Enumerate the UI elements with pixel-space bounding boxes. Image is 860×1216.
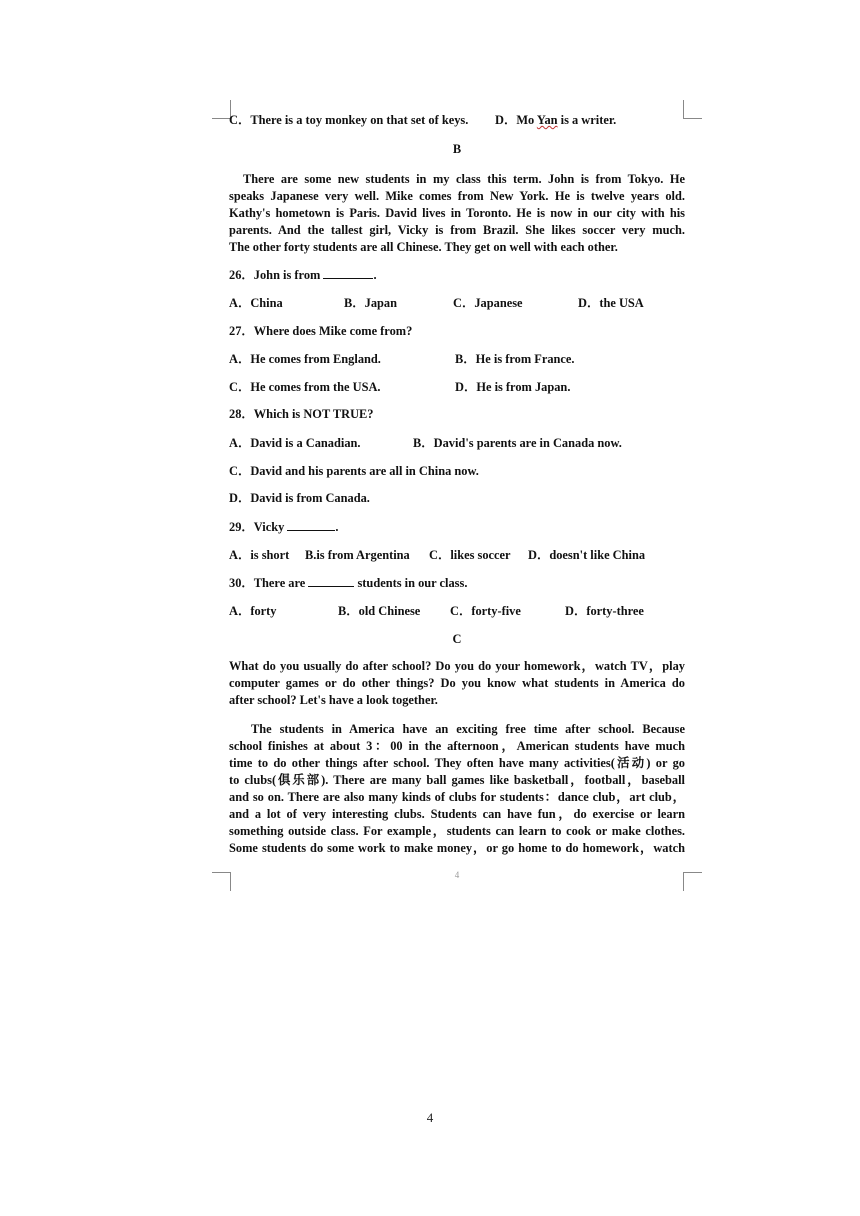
option: C．Japanese [453, 296, 523, 310]
option: A．is short [229, 548, 290, 562]
option: C．likes soccer [429, 548, 511, 562]
passage-line: There are some new students in my class this term. John is from Tokyo. He [243, 172, 685, 186]
page-number-outer: 4 [426, 1110, 434, 1125]
section-c-heading: C [452, 632, 462, 646]
option-d: D．Mo Yan is a writer. [495, 113, 617, 127]
passage-line: something outside class. For example，students can learn to cook or make clothes. [229, 824, 685, 838]
option: D．the USA [578, 296, 644, 310]
intro-line: after school? Let's have a look together. [229, 693, 438, 707]
passage-line: speaks Japanese very well. Mike comes from New York. He is twelve years old. [229, 189, 685, 203]
question-26-stem: 26．John is from . [229, 268, 377, 282]
passage-line: Kathy's hometown is Paris. David lives in Toronto. He is now in our city with his [229, 206, 685, 220]
question-30-stem: 30．There are students in our class. [229, 576, 468, 590]
option: D．He is from Japan. [455, 380, 571, 394]
question-28-stem: 28．Which is NOT TRUE? [229, 407, 374, 421]
passage-line: parents. And the tallest girl, Vicky is from Brazil. She likes soccer very much. [229, 223, 685, 237]
option-c: C．There is a toy monkey on that set of keys. [229, 113, 469, 127]
passage-line: The students in America have an exciting free time after school. Because [251, 722, 685, 736]
option: B．Japan [344, 296, 398, 310]
answer-blank [287, 520, 335, 531]
corner-mark-bottom-right [683, 872, 702, 891]
option: B．He is from France. [455, 352, 575, 366]
option: D．forty-three [565, 604, 644, 618]
answer-blank [308, 576, 354, 587]
question-29-stem: 29．Vicky . [229, 520, 339, 534]
passage-line: and so on. There are also many kinds of clubs for students：dance club，art club， [229, 790, 685, 804]
passage-line: school finishes at about 3：00 in the afternoon，American students have much [229, 739, 685, 753]
question-28-option-d: D．David is from Canada. [229, 491, 370, 505]
passage-line: time to do other things after school. They often have many activities(活动) or go [229, 756, 685, 770]
option: A．He comes from England. [229, 352, 381, 366]
intro-line: computer games or do other things? Do you know what students in America do [229, 676, 685, 690]
question-27-stem: 27．Where does Mike come from? [229, 324, 413, 338]
option: A．forty [229, 604, 277, 618]
question-28-option-c: C．David and his parents are all in China now. [229, 464, 479, 478]
option: C．forty-five [450, 604, 521, 618]
option: A．China [229, 296, 283, 310]
corner-mark-top-right [683, 100, 702, 119]
answer-blank [323, 268, 373, 279]
option: B．old Chinese [338, 604, 421, 618]
option: B．David's parents are in Canada now. [413, 436, 622, 450]
option: A．David is a Canadian. [229, 436, 361, 450]
passage-line: to clubs(俱乐部). There are many ball games like basketball，football，baseball [229, 773, 685, 787]
passage-line: Some students do some work to make money，or go home to do homework，watch [229, 841, 685, 855]
option: C．He comes from the USA. [229, 380, 381, 394]
section-b-heading: B [452, 142, 462, 156]
option: B.is from Argentina [305, 548, 410, 562]
intro-line: What do you usually do after school? Do you do your homework，watch TV，play [229, 659, 685, 673]
option: D．doesn't like China [528, 548, 646, 562]
misspelling-marked-word: Yan [536, 113, 558, 127]
passage-line: and a lot of very interesting clubs. Students can have fun，do exercise or learn [229, 807, 685, 821]
passage-line: The other forty students are all Chinese. They get on well with each other. [229, 240, 618, 254]
page-number-inner: 4 [454, 870, 460, 880]
